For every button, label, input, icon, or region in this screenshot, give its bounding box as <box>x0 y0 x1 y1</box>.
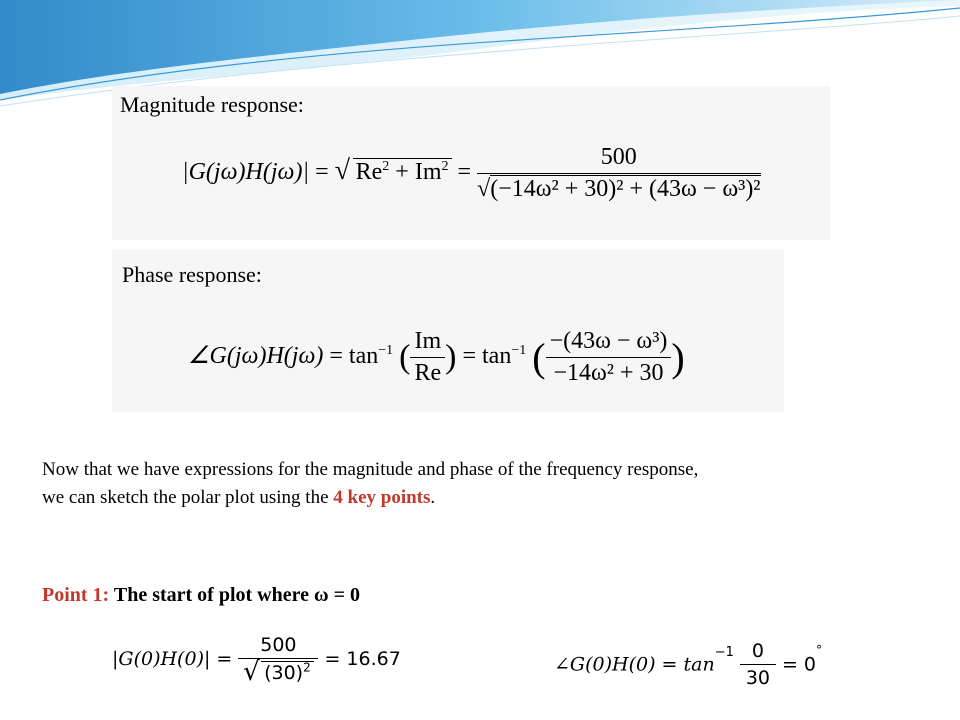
mag-eval-num: 500 <box>238 634 318 659</box>
paragraph-line-2-pre: we can sketch the polar plot using the <box>42 487 334 508</box>
magnitude-eq2: = <box>457 159 472 186</box>
phase-lhs: ∠G(jω)H(jω) <box>188 343 324 370</box>
mag-eval-result: = 16.67 <box>324 648 401 671</box>
phase-inv1: −1 <box>378 343 394 359</box>
paragraph-line-2 <box>42 484 942 512</box>
sqrt-symbol: √ <box>334 155 350 187</box>
phase-eval-result: = 0 <box>781 653 817 676</box>
radicand-re: Re <box>355 159 383 186</box>
magnitude-denominator: √(−14ω² + 30)² + (43ω − ω³)² <box>477 176 761 202</box>
mag-eval-lhs: |G(0)H(0)| = <box>112 648 233 671</box>
phase-frac1-num: Im <box>410 328 445 358</box>
im-exponent: 2 <box>441 159 449 175</box>
magnitude-eq1: = <box>315 159 329 186</box>
magnitude-sqrt <box>334 155 452 187</box>
phase-fraction-1 <box>410 328 445 387</box>
mag-eval-den: √ $(30)^2$ <box>238 659 318 684</box>
phase-eval-num: 0 <box>740 640 776 665</box>
paragraph-line-1: Now that we have expressions for the magnitude and phase of the frequency response, <box>42 459 699 480</box>
phase-eq2: = tan <box>462 343 512 370</box>
phase-fraction-2 <box>546 328 672 387</box>
radicand-plus: + <box>389 159 415 186</box>
magnitude-fraction <box>477 144 760 203</box>
phase-at-zero <box>554 640 822 689</box>
re-exponent: 2 <box>382 159 390 175</box>
phase-response-box <box>112 250 784 412</box>
radicand-im: Im <box>414 159 442 186</box>
magnitude-numerator: 500 <box>477 144 760 174</box>
phase-eval-lhs: ∠G(0)H(0) = tan <box>554 653 715 676</box>
magnitude-lhs: |G(jω)H(jω)| <box>182 159 310 186</box>
mag-eval-fraction <box>238 634 318 687</box>
point-1-heading <box>42 584 360 607</box>
magnitude-response-box <box>112 86 830 240</box>
phase-heading: Phase response: <box>122 262 262 287</box>
phase-equation: ∠G(jω)H(jω) = $\tan^{-1}$ ( $\frac{Im}{Re}$ ) = $\tan^{-1}$ ( $\frac{\text{−(43ω − ω³)}}{\text{−14ω² + 30}}$ ) <box>188 328 685 386</box>
phase-eq1: = tan <box>329 343 379 370</box>
magnitude-at-zero <box>112 634 401 687</box>
mag-eval-den-exp: 2 <box>303 661 311 675</box>
phase-eval-fraction <box>740 640 776 689</box>
magnitude-heading: Magnitude response: <box>120 92 304 117</box>
phase-eval-den: 30 <box>745 667 771 689</box>
phase-frac1-den: Re <box>414 360 442 386</box>
point-1-text: The start of plot where ω = 0 <box>109 584 361 606</box>
phase-inv2: −1 <box>511 343 527 359</box>
phase-frac2-den: −14ω² + 30 <box>553 360 664 386</box>
phase-eval-inv: −1 <box>714 645 734 660</box>
explanation-paragraph <box>42 456 942 512</box>
phase-frac2-num: −(43ω − ω³) <box>546 328 672 358</box>
key-points-highlight: 4 key points <box>333 487 431 508</box>
sqrt-radicand <box>353 158 452 185</box>
degree-symbol: ° <box>816 643 823 657</box>
point-1-label: Point 1: <box>42 584 110 606</box>
magnitude-equation <box>182 144 761 203</box>
paragraph-line-2-post: . <box>430 487 436 508</box>
